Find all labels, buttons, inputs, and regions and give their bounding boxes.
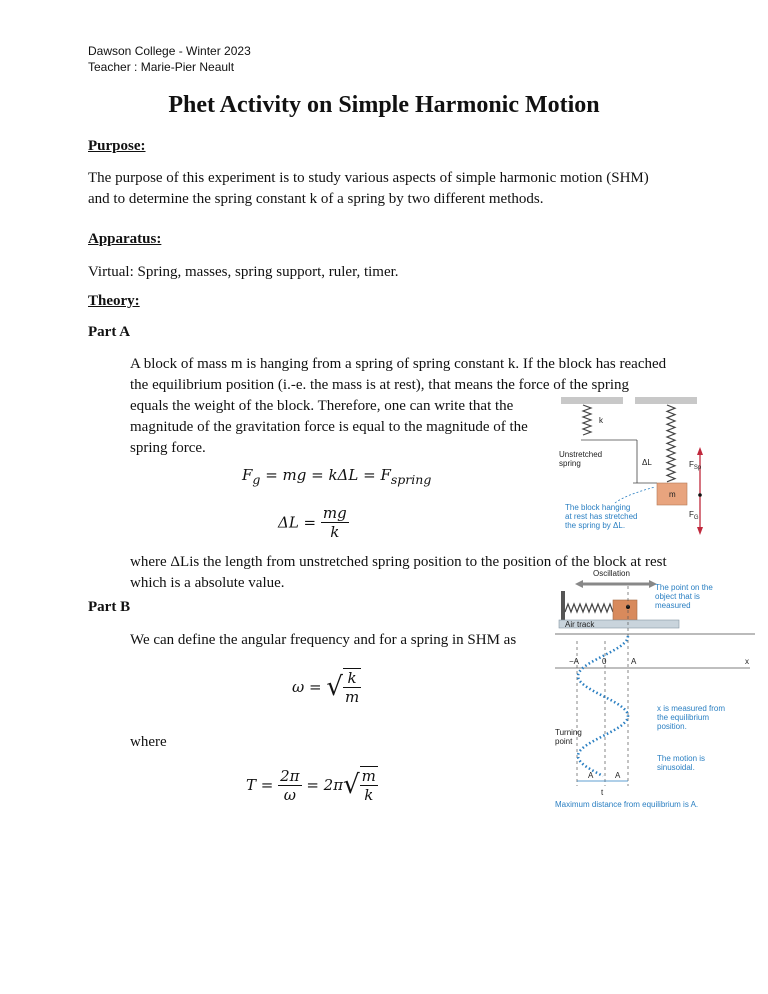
oscillation-arrowhead-left [575, 580, 583, 588]
horizontal-spring [565, 604, 613, 612]
fig2-t-label: t [601, 788, 604, 797]
eq-t-den: ω [283, 785, 296, 804]
eq-dl-num: mg [322, 504, 347, 522]
page-title: Phet Activity on Simple Harmonic Motion [168, 92, 600, 118]
eq-omega-lhs: ω = [292, 678, 322, 696]
fig1-unstretched-1: Unstretched [559, 450, 603, 459]
fig2-oscillation: Oscillation [593, 569, 630, 578]
eq-spring-sub: spring [390, 472, 432, 487]
fig2-a-1: A [588, 771, 594, 780]
eq-t-mid: = 2π [306, 776, 344, 794]
sqrt-icon: √ [343, 770, 360, 800]
eq-mid: = mg = kΔL = F [260, 466, 391, 484]
fig1-note-1: The block hanging [565, 503, 631, 512]
equation-omega [292, 668, 361, 706]
fig2-xmeas-3: position. [657, 722, 687, 731]
theory-heading: Theory: [88, 293, 140, 309]
figure-hanging-spring [555, 395, 705, 535]
fig2-point-2: object that is [655, 592, 700, 601]
eq-t-num: 2π [280, 766, 300, 785]
purpose-text [88, 168, 649, 210]
fig2-xmeas-2: the equilibrium [657, 713, 710, 722]
gravity-force-arrowhead [697, 527, 703, 535]
fig2-turning-1: Turning [555, 728, 582, 737]
unstretched-spring [583, 405, 591, 435]
eq-omega-fraction [343, 668, 361, 706]
apparatus-text: Virtual: Spring, masses, spring support, ruler, timer. [88, 264, 399, 280]
part-b-text: We can define the angular frequency and for a spring in SHM as [130, 632, 517, 648]
fig2-sin-1: The motion is [657, 754, 706, 763]
fig2-xmeas-1: x is measured from [657, 704, 726, 713]
part-b-heading: Part B [88, 599, 131, 615]
eq-dl-lhs: ΔL = [278, 513, 317, 532]
fig2-point-1: The point on the [655, 583, 713, 592]
note-pointer [615, 487, 655, 503]
fig2-x-axis-label: x [745, 657, 749, 666]
equation-delta-l [278, 504, 349, 541]
fig1-fsp: $F_{Sp}$ [689, 460, 702, 471]
fig2-max-distance: Maximum distance from equilibrium is A. [555, 800, 699, 809]
force-origin-dot [698, 493, 702, 497]
figure-oscillation [555, 566, 755, 810]
part-a-line-4: magnitude of the gravitation force is equal to the magnitude of the [130, 419, 528, 435]
eq-fg: F [242, 466, 253, 484]
part-a-heading: Part A [88, 324, 131, 340]
eq-dl-fraction [321, 504, 349, 541]
purpose-line-1: The purpose of this experiment is to study various aspects of simple harmonic motion (SHM) [88, 170, 649, 186]
part-a-line-3: equals the weight of the block. Therefore, one can write that the [130, 398, 514, 414]
purpose-heading: Purpose: [88, 138, 146, 154]
glider-block [613, 600, 637, 620]
fig1-fg: $F_G$ [689, 510, 699, 521]
fig1-note-2: at rest has stretched [565, 512, 638, 521]
eq-t-lhs: T = [246, 776, 274, 794]
part-a-after-1: where ΔLis the length from unstretched spring position to the position of the block at rest [130, 554, 667, 570]
fig2-turning-2: point [555, 737, 573, 746]
eq-dl-den: k [330, 523, 340, 541]
fig2-minus-a: −A [569, 657, 580, 666]
eq-t-rden: k [364, 786, 374, 804]
stretched-spring [667, 405, 675, 482]
wall [561, 591, 565, 621]
part-a-line-2: the equilibrium position (i.-e. the mass is at rest), that means the force of the spring [130, 377, 630, 393]
apparatus-heading: Apparatus: [88, 231, 162, 247]
eq-omega-den: m [344, 688, 360, 706]
fig1-k: k [599, 416, 603, 425]
fig2-zero: 0 [602, 657, 607, 666]
part-a-after-2: which is a absolute value. [130, 575, 285, 591]
fig2-a-2: A [615, 771, 621, 780]
support-left [561, 397, 623, 404]
header-teacher: Teacher : Marie-Pier Neault [88, 60, 235, 74]
eq-t-rfraction [360, 766, 378, 804]
support-right [635, 397, 697, 404]
fig2-point-3: measured [655, 601, 691, 610]
spring-force-arrowhead [697, 447, 703, 455]
eq-t-fraction [278, 767, 301, 804]
equation-period [246, 766, 378, 804]
part-b-where: where [130, 734, 167, 750]
header-college: Dawson College - Winter 2023 [88, 44, 251, 58]
fig2-sin-2: sinusoidal. [657, 763, 695, 772]
part-a-line-5: spring force. [130, 440, 206, 456]
fig1-m: m [669, 490, 676, 499]
fig2-plus-a: A [631, 657, 637, 666]
eq-omega-num: k [343, 669, 361, 688]
purpose-line-2: and to determine the spring constant k of a spring by two different methods. [88, 191, 544, 207]
fig1-unstretched-2: spring [559, 459, 581, 468]
eq-t-rnum: m [361, 767, 376, 785]
equation-force-balance [242, 466, 431, 487]
eq-fg-sub: g [252, 472, 261, 487]
fig1-note-3: the spring by ΔL. [565, 521, 626, 530]
fig2-air-track: Air track [565, 620, 595, 629]
sqrt-icon: √ [326, 672, 343, 702]
fig1-delta-l: ΔL [642, 458, 652, 467]
part-a-line-1: A block of mass m is hanging from a spring of spring constant k. If the block has reached [130, 356, 667, 372]
